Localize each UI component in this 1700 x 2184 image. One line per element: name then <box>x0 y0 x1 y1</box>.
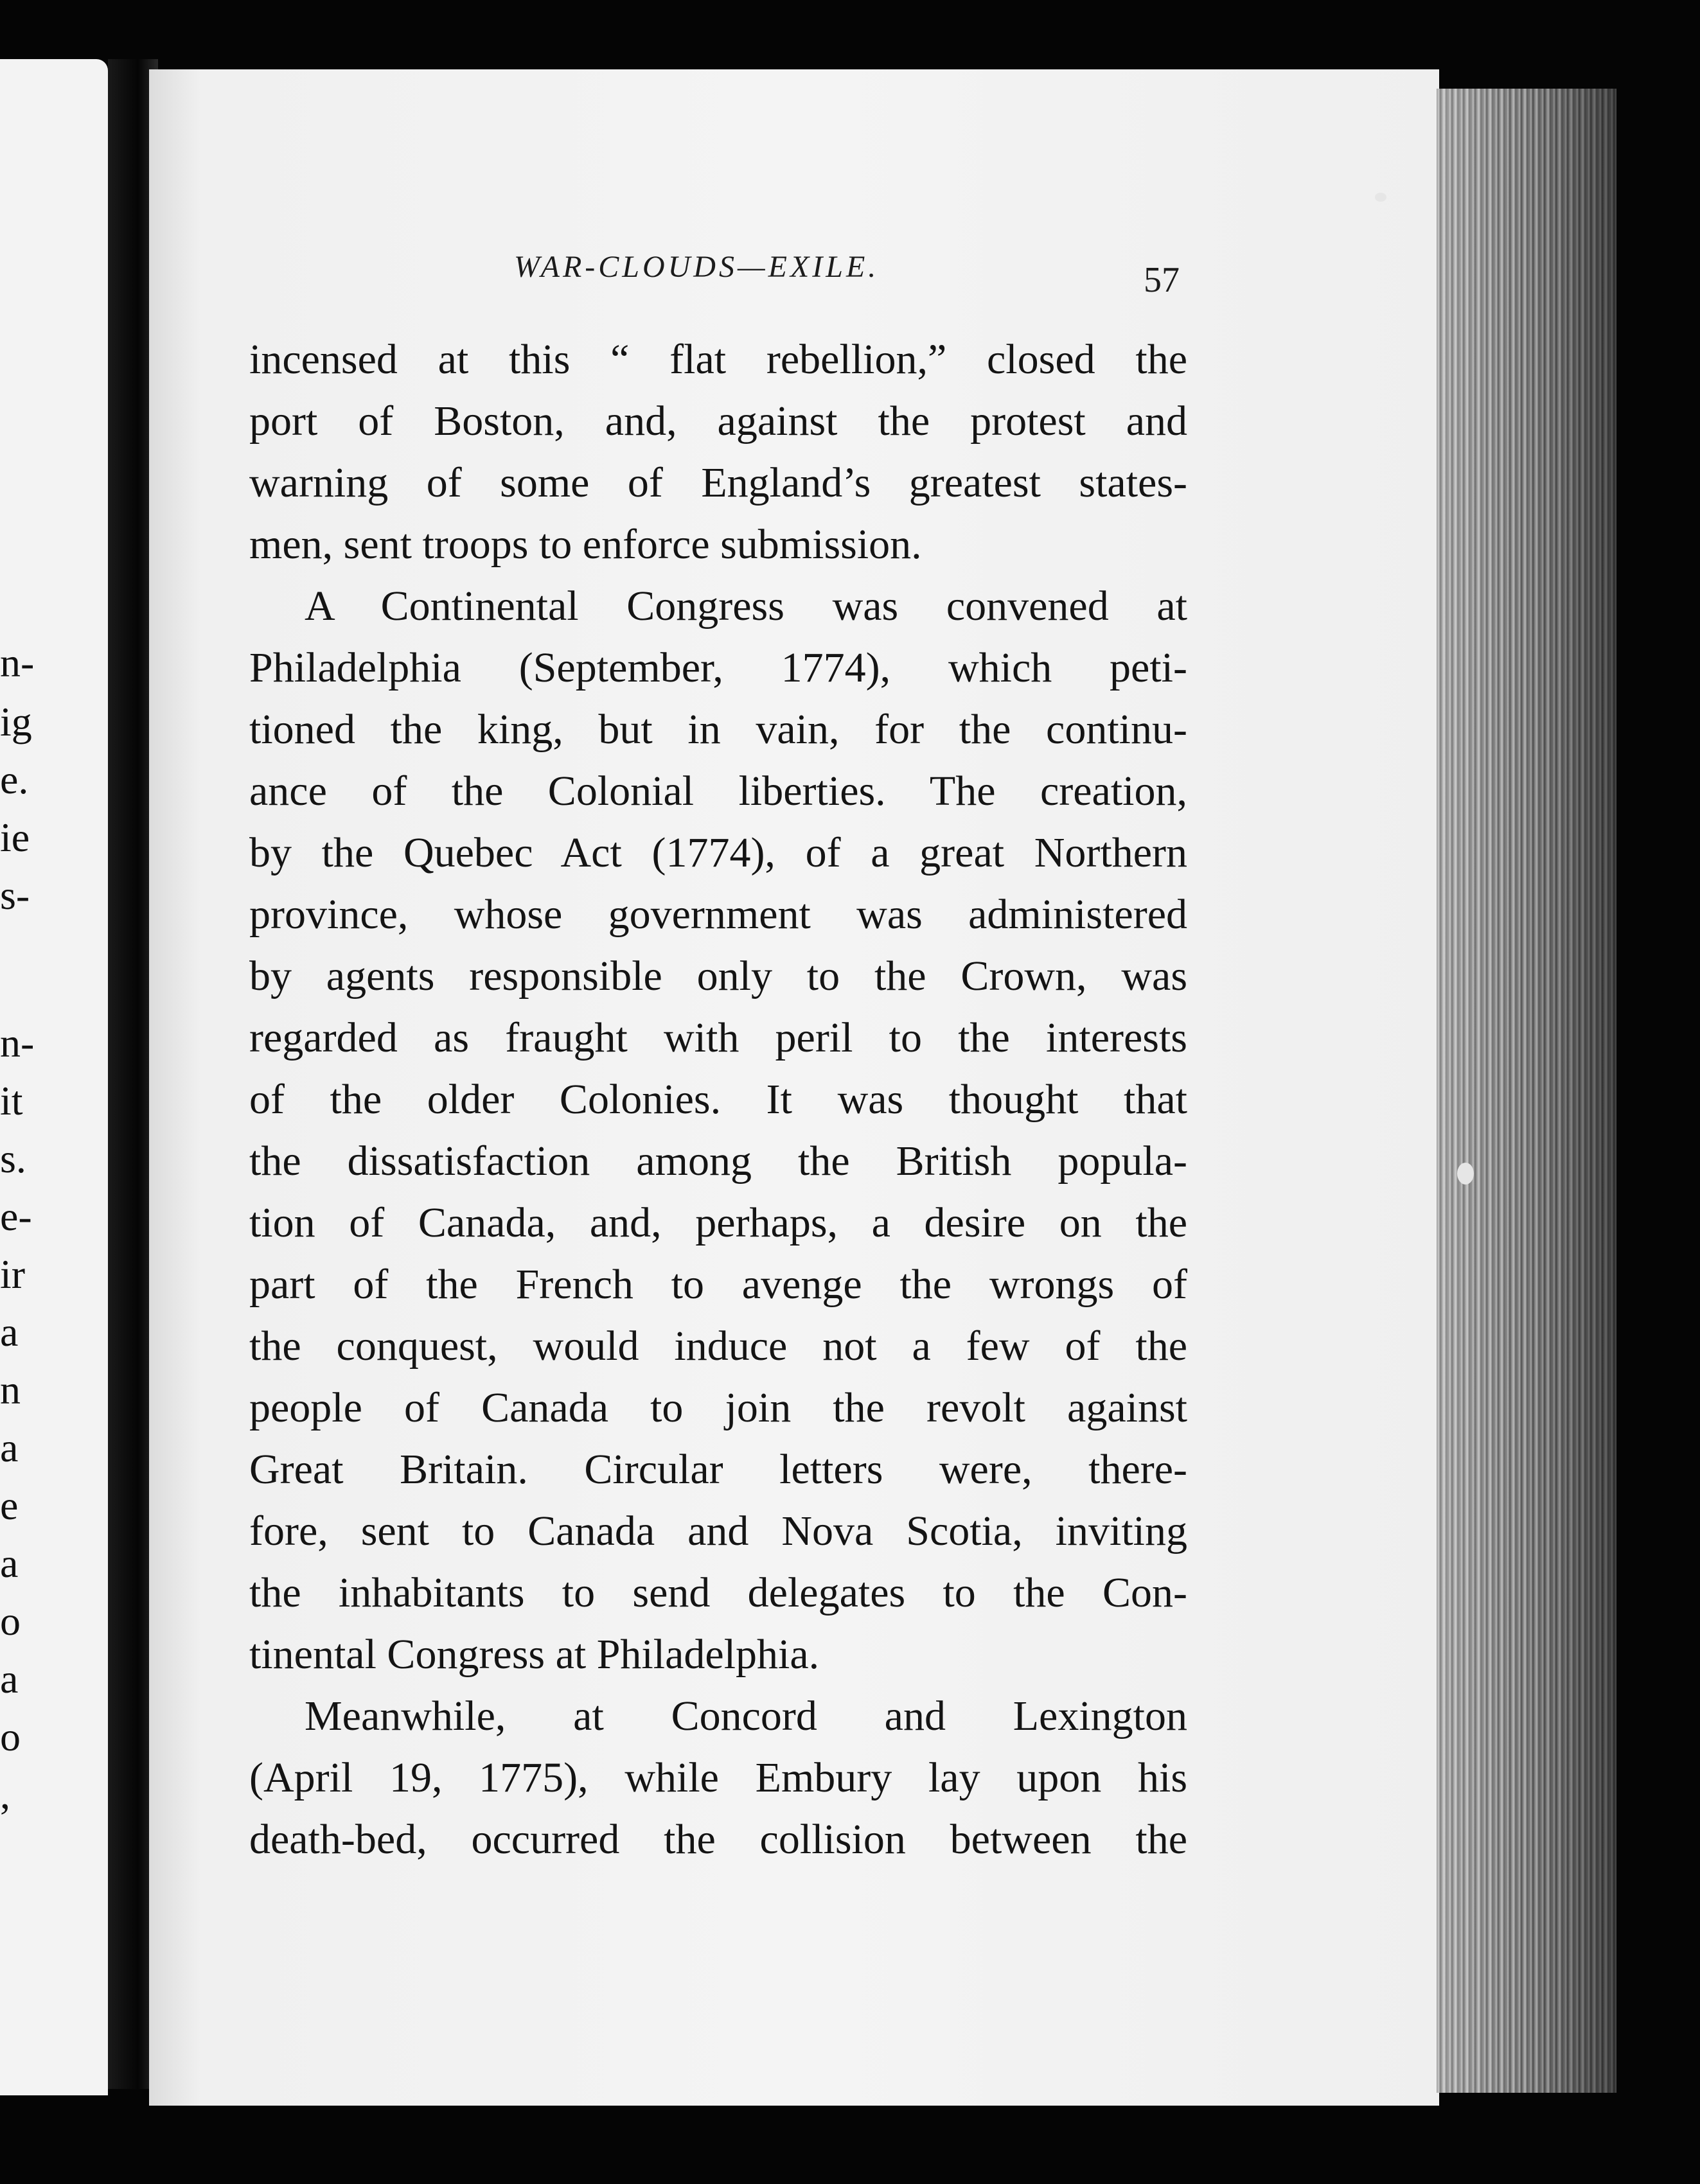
text-line: the conquest, would induce not a few of the <box>249 1323 1187 1369</box>
text-line: tioned the king, but in vain, for the continu- <box>249 706 1187 753</box>
left-fragment: a <box>0 1309 19 1355</box>
text-line: port of Boston, and, against the protest and <box>249 398 1187 445</box>
text-line: regarded as fraught with peril to the interests <box>249 1014 1187 1061</box>
text-line: death-bed, occurred the collision between the <box>249 1816 1187 1863</box>
left-fragment: a <box>0 1656 19 1702</box>
left-fragment: e- <box>0 1193 32 1239</box>
text-line: incensed at this “ flat rebellion,” closed the <box>249 336 1187 383</box>
left-fragment: n- <box>0 1020 35 1066</box>
left-fragment: n- <box>0 640 35 685</box>
left-fragment: n <box>0 1367 21 1413</box>
left-fragment: it <box>0 1078 23 1123</box>
paragraph <box>249 1686 1187 1871</box>
text-line: of the older Colonies. It was thought that <box>249 1076 1187 1123</box>
paper-speck <box>1457 1163 1474 1184</box>
text-line: the dissatisfaction among the British popula- <box>249 1138 1187 1184</box>
left-fragment: a <box>0 1540 19 1586</box>
text-line: Philadelphia (September, 1774), which peti- <box>249 644 1187 691</box>
left-fragment: s- <box>0 872 30 918</box>
text-line: part of the French to avenge the wrongs of <box>249 1261 1187 1308</box>
text-line: ance of the Colonial liberties. The creation, <box>249 768 1187 815</box>
text-line: tinental Congress at Philadelphia. <box>249 1631 820 1678</box>
paper-speck <box>1375 193 1386 202</box>
left-fragment: , <box>0 1772 10 1817</box>
text-line: Meanwhile, at Concord and Lexington <box>305 1693 1187 1739</box>
text-line: A Continental Congress was convened at <box>305 583 1187 630</box>
text-line: men, sent troops to enforce submission. <box>249 521 922 568</box>
text-line: the inhabitants to send delegates to the Con- <box>249 1569 1187 1616</box>
left-fragment: ig <box>0 699 32 744</box>
left-fragment: s. <box>0 1136 26 1181</box>
text-line: fore, sent to Canada and Nova Scotia, inviting <box>249 1508 1187 1554</box>
page-number: 57 <box>1144 260 1180 300</box>
left-facing-page <box>0 59 108 2095</box>
text-line: Great Britain. Circular letters were, there- <box>249 1446 1187 1493</box>
paragraph <box>249 329 1187 576</box>
left-fragment: ir <box>0 1251 26 1297</box>
left-fragment: ie <box>0 815 30 860</box>
text-line: people of Canada to join the revolt against <box>249 1384 1187 1431</box>
left-fragment: o <box>0 1714 21 1759</box>
text-line: by agents responsible only to the Crown, was <box>249 953 1187 1000</box>
left-fragment: e <box>0 1483 19 1528</box>
text-line: by the Quebec Act (1774), of a great Northern <box>249 829 1187 876</box>
fore-edge-shading <box>1437 89 1616 2093</box>
paragraph <box>249 576 1187 1686</box>
text-line: warning of some of England’s greatest states- <box>249 459 1187 506</box>
text-line: province, whose government was administered <box>249 891 1187 938</box>
running-head: WAR-CLOUDS—EXILE. <box>514 250 880 284</box>
left-page-text-fragments <box>0 59 108 2095</box>
text-line: (April 19, 1775), while Embury lay upon his <box>249 1754 1187 1801</box>
text-line: tion of Canada, and, perhaps, a desire on the <box>249 1199 1187 1246</box>
left-fragment: a <box>0 1425 19 1470</box>
left-fragment: o <box>0 1598 21 1644</box>
left-fragment: e. <box>0 757 29 802</box>
body-text <box>249 329 1187 1871</box>
